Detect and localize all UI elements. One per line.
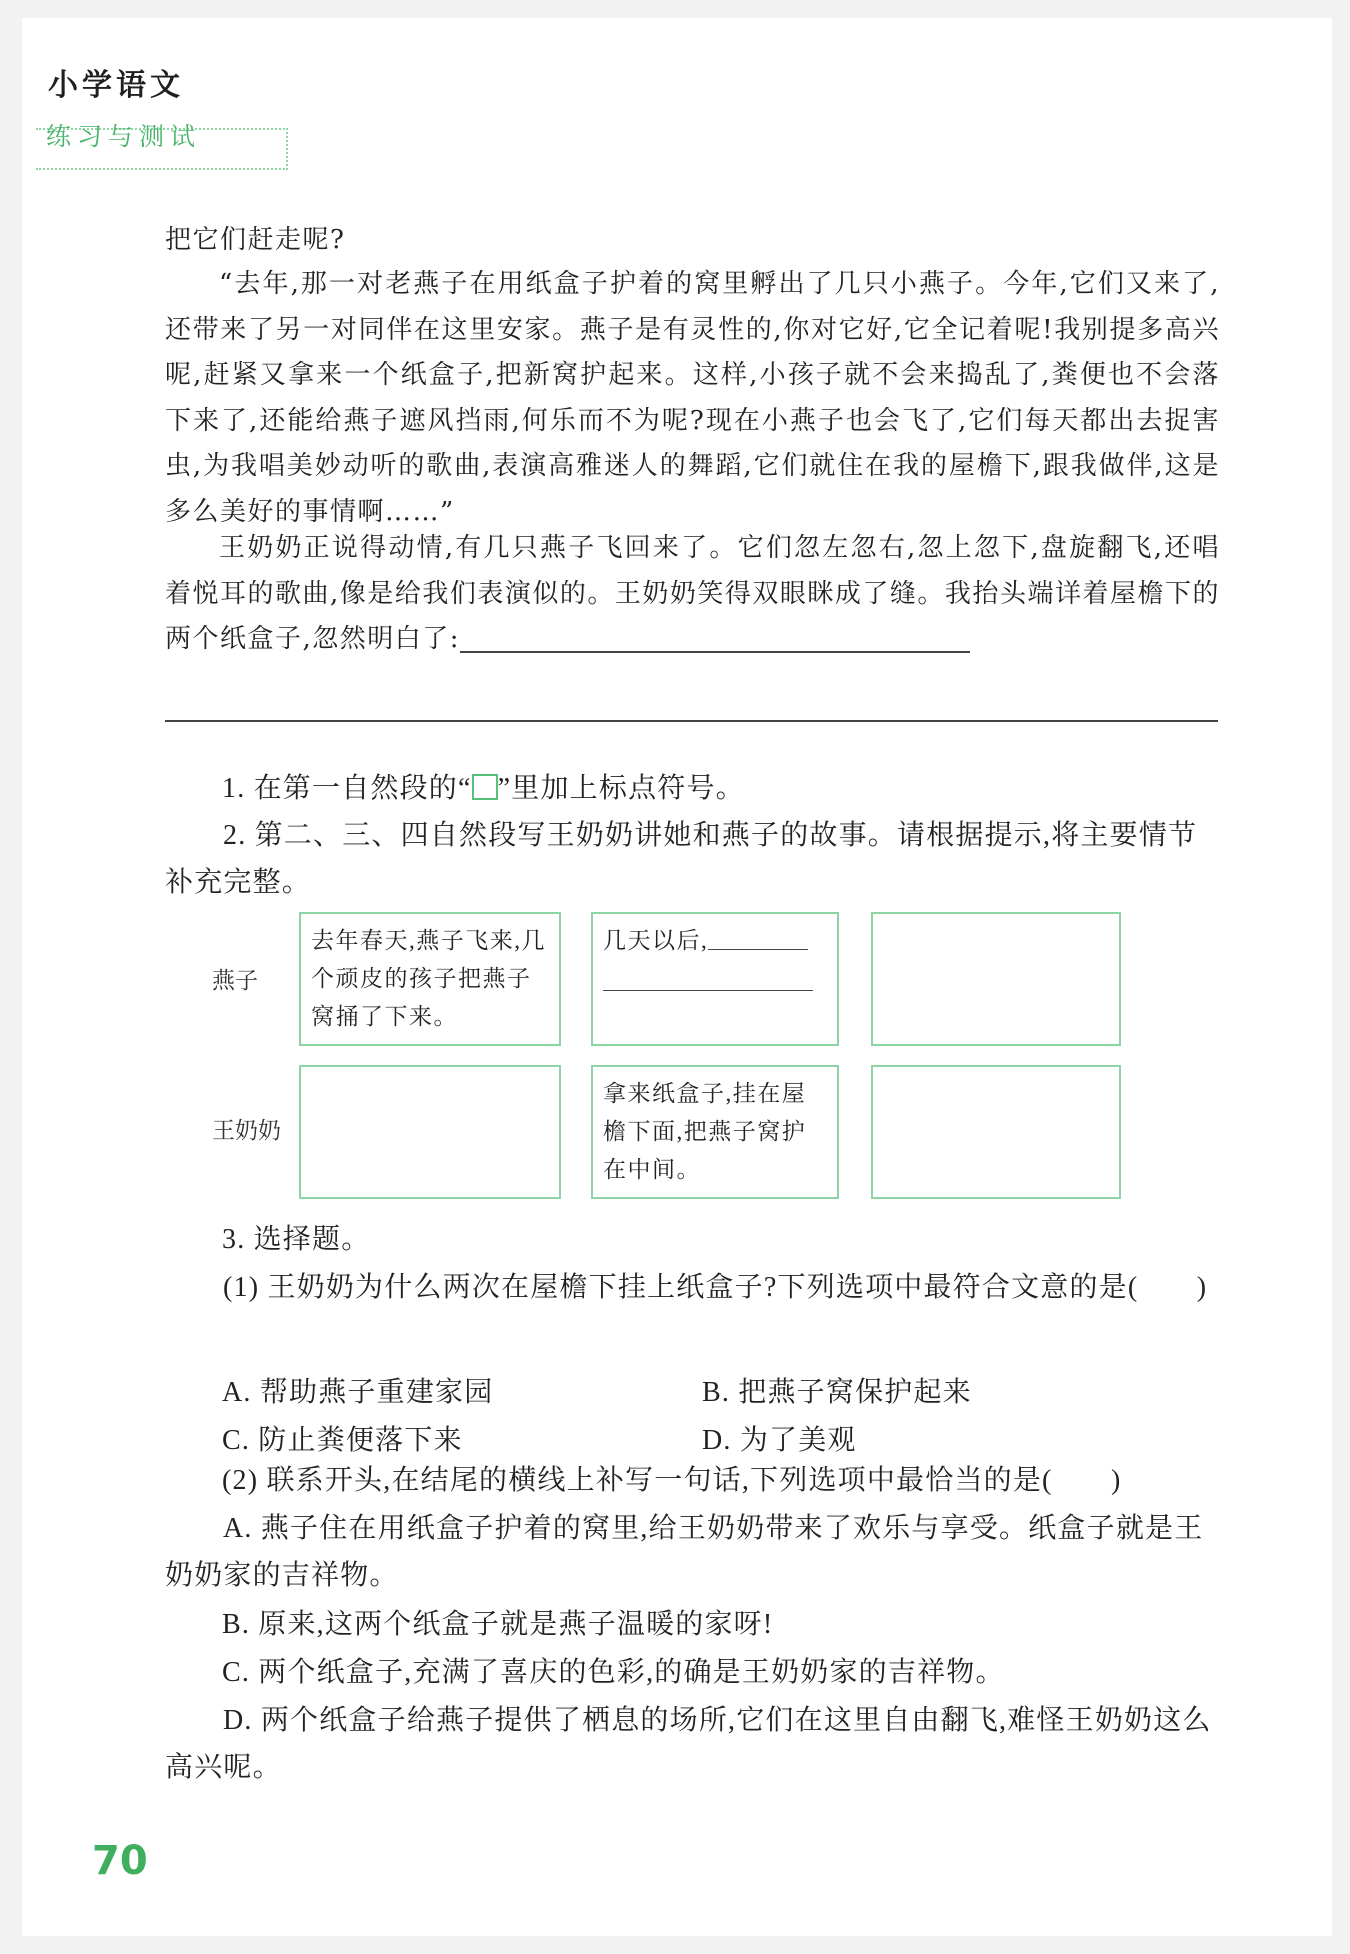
q3-1-option-b[interactable]: B. 把燕子窝保护起来 bbox=[702, 1377, 972, 1408]
passage-line-0: 把它们赶走呢? bbox=[165, 225, 346, 255]
row-label-grandma-wang: 王奶奶 bbox=[212, 1118, 281, 1143]
q3-1-option-d[interactable]: D. 为了美观 bbox=[702, 1425, 857, 1456]
cell-answer-blank-2[interactable] bbox=[603, 960, 813, 991]
table-cell-r2c1[interactable] bbox=[299, 1065, 561, 1199]
question-2: 2. 第二、三、四自然段写王奶奶讲她和燕子的故事。请根据提示,将主要情节补充完整。 bbox=[165, 820, 1198, 898]
q3-2-option-a[interactable]: A. 燕子住在用纸盒子护着的窝里,给王奶奶带来了欢乐与享受。纸盒子就是王奶奶家的吉祥物。 bbox=[165, 1513, 1204, 1591]
passage-paragraph-2 bbox=[165, 526, 1220, 663]
q3-2-option-c[interactable]: C. 两个纸盒子,充满了喜庆的色彩,的确是王奶奶家的吉祥物。 bbox=[222, 1657, 1005, 1688]
table-cell-r1c2[interactable] bbox=[591, 912, 839, 1046]
punctuation-box bbox=[472, 774, 498, 800]
cell-answer-blank[interactable] bbox=[708, 923, 808, 950]
question-3-2: (2) 联系开头,在结尾的横线上补写一句话,下列选项中最恰当的是( ) bbox=[222, 1465, 1122, 1496]
passage-paragraph-2-text: 王奶奶正说得动情,有几只燕子飞回来了。它们忽左忽右,忽上忽下,盘旋翻飞,还唱着悦耳的歌曲,像是给我们表演似的。王奶奶笑得双眼眯成了缝。我抬头端详着屋檐下的两个纸盒子,忽然明白了: bbox=[165, 533, 1220, 654]
passage-paragraph-1: “去年,那一对老燕子在用纸盒子护着的窝里孵出了几只小燕子。今年,它们又来了,还带来了另一对同伴在这里安家。燕子是有灵性的,你对它好,它全记着呢!我别提多高兴呢,赶紧又拿来一个纸盒子,把新窝护起来。这样,小孩子就不会来捣乱了,粪便也不会落下来了,还能给燕子遮风挡雨,何乐而不为呢?现在小燕子也会飞了,它们每天都出去捉害虫,为我唱美妙动听的歌曲,表演高雅迷人的舞蹈,它们就住在我的屋檐下,跟我做伴,这是多么美好的事情啊……” bbox=[165, 269, 1220, 527]
table-cell-r1c3[interactable] bbox=[871, 912, 1121, 1046]
table-cell-r2c2: 拿来纸盒子,挂在屋檐下面,把燕子窝护在中间。 bbox=[591, 1065, 839, 1199]
book-title: 小学语文 bbox=[48, 68, 184, 103]
q3-2-option-d[interactable]: D. 两个纸盒子给燕子提供了栖息的场所,它们在这里自由翻飞,难怪王奶奶这么高兴呢。 bbox=[165, 1705, 1212, 1783]
question-1 bbox=[222, 765, 1280, 812]
q3-2-option-b[interactable]: B. 原来,这两个纸盒子就是燕子温暖的家呀! bbox=[222, 1609, 774, 1640]
question-3-1: (1) 王奶奶为什么两次在屋檐下挂上纸盒子?下列选项中最符合文意的是( ) bbox=[223, 1272, 1208, 1303]
question-3: 3. 选择题。 bbox=[222, 1224, 371, 1255]
table-cell-r1c1: 去年春天,燕子飞来,几个顽皮的孩子把燕子窝捅了下来。 bbox=[299, 912, 561, 1046]
table-cell-r1c2-text: 几天以后, bbox=[603, 928, 709, 953]
page-number: 70 bbox=[92, 1838, 148, 1884]
question-1-text-a: 1. 在第一自然段的“ bbox=[222, 773, 472, 804]
table-cell-r2c3[interactable] bbox=[871, 1065, 1121, 1199]
question-1-text-b: ”里加上标点符号。 bbox=[497, 773, 745, 804]
answer-blank-line[interactable] bbox=[165, 720, 1218, 722]
row-label-swallow: 燕子 bbox=[212, 968, 258, 993]
answer-blank-inline[interactable] bbox=[460, 621, 970, 653]
q3-1-option-c[interactable]: C. 防止粪便落下来 bbox=[222, 1425, 463, 1456]
q3-1-option-a[interactable]: A. 帮助燕子重建家园 bbox=[222, 1377, 494, 1408]
book-subtitle: 练习与测试 bbox=[46, 122, 202, 151]
